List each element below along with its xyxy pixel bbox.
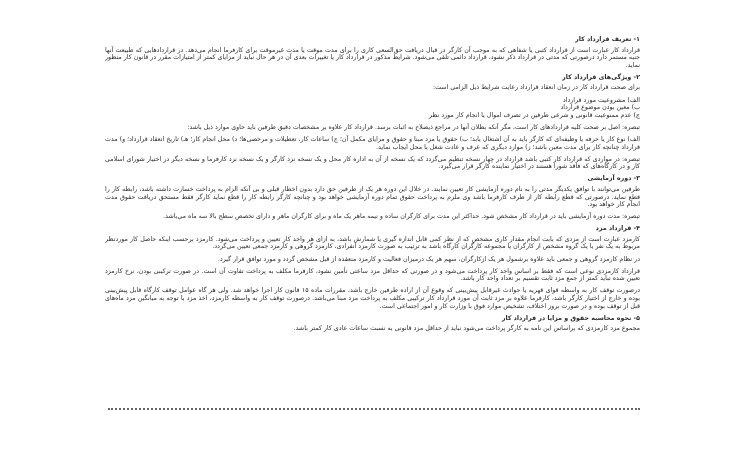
paragraph: کارمزد عبارت است از مزدی که بابت انجام مقدار کاری مشخص که از نظر کمی قابل اندازه گیری یا شمارش باشد، به ازای هر واحد کار تعیین و پرداخت می‌شود. کارمزد برحسب اینکه حاصل کار موردنظر مربوط به یک نفر یا یک گروه مشخص از کارگران یا مجموعه کارگران کارگاه باشد به ترتیب به صورت کارمزد انفرادی، کارمزد گروهی و کارمزد جمعی تعیین می‌گردد. [105, 235, 640, 251]
section-heading: ۳- دوره آزمایشی [587, 175, 640, 183]
paragraph: در نظام کارمزد گروهی و جمعی باید علاوه برشمول هر یک ازکارگران، سهم هر یک درمیزان فعالیت و کارمزد منعقده از قبل مشخص گردد و مورد توافق قرار گیرد. [217, 255, 640, 263]
list-item: الف) مشروعیت مورد قرارداد [562, 96, 640, 104]
section-heading: ۱- تعریف قرارداد کار [575, 36, 640, 43]
paragraph: تبصره: در مواردی که قرارداد کار کتبی باشد قرارداد در چهار نسخه تنظیم می‌گردد که یک نسخه از آن به اداره کار محل و یک نسخه نزد کارگر و یک نسخه نزد کارفرما و نسخه دیگر در اختیار شورای اسلامی کار و در کارگاه‌های که فاقد شورا هستند در اختیار نماینده کارگر قرار می‌گیرد. [105, 155, 640, 171]
paragraph: قرارداد کار عبارت است از قرارداد کتبی یا شفاهی که به موجب آن کارگر در قبال دریافت حق‌السعی کاری را برای مدت موقت یا مدت غیرموقت برای کارفرما انجام می‌دهد. در قراردادهایی که طبیعت آنها جنبه مستمر دارد درصورتی که مدتی در قرارداد ذکر نشود، قرارداد دائمی تلقی می‌شود. شرایط مذکور در قرارداد کار یا تغییرات بعدی آن در هر حال نباید از مزایای کمتر از امتیازات مقرر در قانون کار منظور نماید. [105, 46, 640, 69]
list-item: ج) عدم ممنوعیت قانونی و شرعی طرفین در تصرف اموال یا انجام کار مورد نظر [428, 111, 640, 119]
paragraph: الف) نوع کار یا حرفه یا وظیفه‌ای که کارگر باید به آن اشتغال یابد؛ ب) حقوق یا مزد مبنا و حقوق و مزایای مکمل آن؛ ج) ساعات کار، تعطیلات و مرخصی‌ها؛ د) محل انجام کار؛ هـ) تاریخ انعقاد قرارداد؛ و) مدت قرارداد چنانچه کار برای مدت معین باشد؛ ز) موارد دیگری که عرف و عادت شغل یا محل ایجاب نماید. [105, 135, 640, 151]
paragraph: درصورت توقف کار به واسطه قوای قهریه یا حوادث غیرقابل پیش‌بینی که وقوع آن از اراده طرفین خارج باشد، مقررات ماده ۱۵ قانون کار اجرا خواهد شد. ولی هر گاه عوامل توقف کارگاه قابل پیش‌بینی بوده و خارج از اختیار کارگر باشد، کارفرما علاوه بر مزد ثابت آن مورد قرارداد کار ترکیبی مکلف به پرداخت مزد مبنا می‌باشد. درصورت توقف کار به واسطه کارمزد، اخذ مزد با توجه به میانگین مزد ماه‌های قبل از توقف بوده و در صورت بروز اختلاف، تشخیص موارد فوق با وزارت کار و امور اجتماعی است. [105, 287, 640, 310]
paragraph: تبصره: مدت دوره آزمایشی باید در قرارداد کار مشخص شود. حداکثر این مدت برای کارگران ساده و نیمه ماهر یک ماه و برای کارگران ماهر و دارای تخصص سطح بالا سه ماه می‌باشد. [163, 213, 640, 221]
paragraph: تبصره: اصل بر صحت کلیه قراردادهای کار است، مگر آنکه بطلان آنها در مراجع ذیصلاح به اثبات برسد. قرارداد کار علاوه بر مشخصات دقیق طرفین باید حاوی موارد ذیل باشد: [187, 123, 640, 131]
paragraph: طرفین می‌توانند با توافق یکدیگر مدتی را به نام دوره آزمایشی کار تعیین نمایند. در خلال این دوره هر یک از طرفین حق دارد بدون اخطار قبلی و بی آنکه الزام به پرداخت خسارت داشته باشد، رابطه کار را قطع نماید. درصورتی که قطع رابطه کار از طرف کارفرما باشد وی ملزم به پرداخت حقوق تمام دوره آزمایشی خواهد بود و چنانچه کارگر رابطه کار را قطع نماید کارگر فقط مستحق دریافت حقوق مدت انجام کار خواهد بود. [105, 185, 640, 209]
dotted-divider [108, 408, 640, 410]
section-heading: ۵- نحوه محاسبه حقوق و مزایا در قرارداد کار [501, 314, 640, 322]
document-page [105, 36, 640, 416]
paragraph: مجموع مزد کارمزدی که براساس این نامه به کارگر پرداخت می‌شود نباید از حداقل مزد قانونی به نسبت ساعات عادی کار کمتر باشد. [293, 325, 640, 333]
section-heading: ۲- ویژگی‌های قرارداد کار [562, 73, 640, 81]
paragraph: برای صحت قرارداد کار در زمان انعقاد قرارداد رعایت شرایط ذیل الزامی است: [432, 84, 640, 92]
paragraph: قرارداد کارمزدی نوعی است که فقط بر اساس واحد کار پرداخت می‌شود و در صورتی که حداقل مزد ساعتی تأمین نشود، کارفرما مکلف به پرداخت تفاوت آن است. در صورت ترکیبی بودن، نرخ کارمزد تعیین شده نباید کمتر از جمع مزد ثابت تقسیم بر تعداد واحد کار باشد. [105, 267, 640, 283]
list-item: ب) معین بودن موضوع قرارداد [560, 104, 640, 112]
section-heading: ۴- قرارداد مزد [595, 225, 640, 233]
